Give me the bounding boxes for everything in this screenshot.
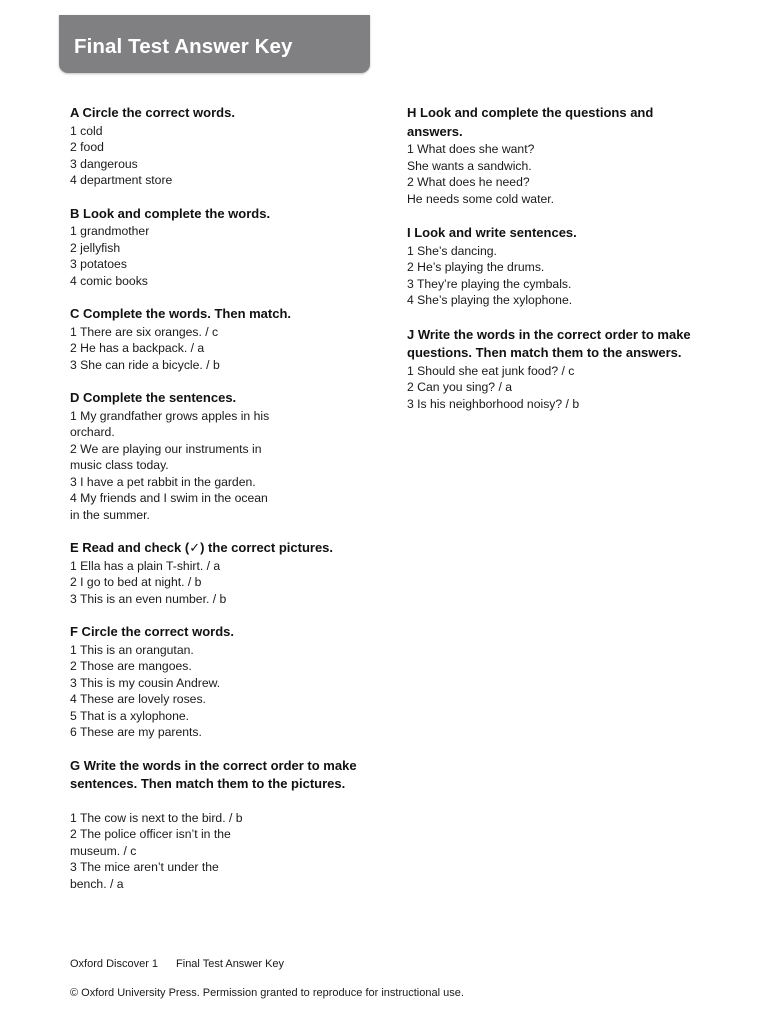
answer-item: 2 He has a backpack. / a — [70, 341, 205, 355]
left-column — [70, 104, 360, 908]
section-heading: I Look and write sentences. — [407, 225, 577, 240]
answer-list — [70, 810, 360, 893]
page-title: Final Test Answer Key — [74, 35, 293, 58]
answer-item: bench. / a — [70, 876, 124, 891]
section-h — [407, 104, 707, 207]
copyright-notice: © Oxford University Press. Permission granted to reproduce for instructional use. — [70, 987, 464, 999]
answer-list — [70, 558, 360, 608]
answer-item: 1 My grandfather grows apples in his — [70, 408, 270, 423]
answer-item: 3 She can ride a bicycle. / b — [70, 357, 220, 372]
answer-item: 1 This is an orangutan. — [70, 642, 194, 657]
footer — [70, 957, 284, 971]
answer-item: orchard. — [70, 425, 115, 439]
answer-item: 1 The cow is next to the bird. / b — [70, 810, 243, 825]
section-heading: D Complete the sentences. — [70, 390, 237, 405]
answer-item: 3 This is my cousin Andrew. — [70, 675, 221, 690]
section-c — [70, 305, 360, 373]
footer-doc-title: Final Test Answer Key — [176, 958, 285, 970]
section-heading: A Circle the correct words. — [70, 105, 235, 120]
answer-item: 3 dangerous — [70, 156, 138, 171]
answer-item: 1 cold — [70, 123, 103, 138]
section-j — [407, 326, 707, 413]
answer-item: He needs some cold water. — [407, 191, 555, 206]
answer-item: 4 My friends and I swim in the ocean — [70, 491, 268, 505]
answer-item: 2 I go to bed at night. / b — [70, 575, 202, 589]
footer-book-title: Oxford Discover 1 — [70, 958, 159, 970]
section-e — [70, 539, 360, 607]
answer-list — [407, 243, 707, 309]
section-i — [407, 224, 707, 309]
answer-item: 3 potatoes — [70, 257, 127, 271]
answer-item: 2 Can you sing? / a — [407, 380, 513, 394]
answer-item: 2 jellyfish — [70, 240, 121, 255]
answer-item: 1 Ella has a plain T-shirt. / a — [70, 558, 221, 573]
answer-list — [70, 223, 360, 289]
answer-item: 3 Is his neighborhood noisy? / b — [407, 396, 580, 411]
answer-item: 2 What does he need? — [407, 175, 530, 189]
section-heading: C Complete the words. Then match. — [70, 306, 292, 321]
answer-list — [70, 408, 360, 524]
answer-item: 3 This is an even number. / b — [70, 591, 227, 606]
answer-item: 3 They’re playing the cymbals. — [407, 276, 572, 291]
answer-list — [70, 123, 360, 189]
answer-list — [407, 141, 707, 207]
answer-item: 1 grandmother — [70, 224, 150, 238]
answer-item: 4 department store — [70, 173, 173, 187]
answer-item: in the summer. — [70, 507, 150, 522]
answer-item: 2 Those are mangoes. — [70, 659, 192, 673]
answer-item: 3 I have a pet rabbit in the garden. — [70, 474, 256, 489]
section-heading: E Read and check (✓) the correct pictures. — [70, 540, 334, 555]
answer-item: 2 The police officer isn’t in the — [70, 827, 231, 841]
section-heading: G Write the words in the correct order to make sentences. Then match them to the pictures. — [70, 757, 357, 791]
answer-item: 2 food — [70, 140, 104, 154]
answer-list — [70, 642, 360, 741]
answer-list — [407, 363, 707, 413]
answer-item: 2 We are playing our instruments in — [70, 441, 262, 456]
right-column — [407, 104, 707, 429]
answer-item: music class today. — [70, 458, 169, 472]
section-d — [70, 389, 360, 523]
section-heading: J Write the words in the correct order to make questions. Then match them to the answers. — [407, 326, 691, 360]
section-a — [70, 104, 360, 189]
answer-item: 1 She’s dancing. — [407, 243, 497, 258]
answer-item: 6 These are my parents. — [70, 725, 202, 739]
section-f — [70, 623, 360, 741]
answer-item: She wants a sandwich. — [407, 158, 532, 173]
answer-item: 2 He’s playing the drums. — [407, 260, 545, 274]
answer-item: 1 There are six oranges. / c — [70, 324, 219, 339]
answer-item: 4 These are lovely roses. — [70, 692, 206, 706]
section-heading: F Circle the correct words. — [70, 624, 234, 639]
answer-item: 3 The mice aren’t under the — [70, 860, 219, 874]
section-gap — [70, 794, 360, 810]
section-b — [70, 205, 360, 290]
answer-item: 1 What does she want? — [407, 142, 535, 156]
answer-list — [70, 324, 360, 374]
answer-item: 4 She’s playing the xylophone. — [407, 293, 573, 307]
answer-item: 4 comic books — [70, 273, 148, 288]
answer-item: 1 Should she eat junk food? / c — [407, 363, 575, 378]
answer-item: 5 That is a xylophone. — [70, 708, 190, 723]
answer-item: museum. / c — [70, 843, 137, 858]
section-heading: H Look and complete the questions and answers. — [407, 105, 654, 139]
section-heading: B Look and complete the words. — [70, 205, 271, 221]
section-g — [70, 757, 360, 893]
